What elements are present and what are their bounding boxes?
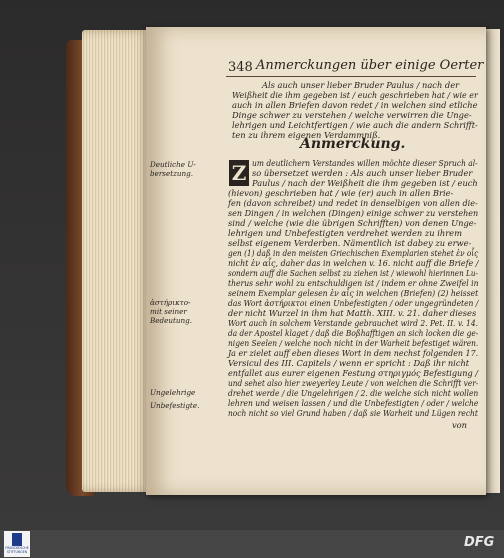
quote-line: lehrigen und Leichtfertigen / wie auch die andern Schrifft- xyxy=(232,120,478,130)
running-head: Anmerckungen über einige Oerter xyxy=(256,58,484,73)
page-number: 348 xyxy=(228,60,253,75)
body-line: lehren und weisen lassen / und die Unbefestigten / oder / welche xyxy=(228,398,479,408)
body-line: therus sehr wohl zu entschuldigen ist / indem er ohne Zweifel in xyxy=(228,278,479,288)
quote-line: auch in allen Briefen davon redet / in welchen sind etliche xyxy=(232,100,478,110)
viewer-footer xyxy=(0,530,504,558)
body-line: da der Apostel klaget / daß die Boßhafftigen an sich locken die ge- xyxy=(228,328,479,338)
header-rule xyxy=(226,76,476,77)
body-line: fen (davon schreibet) und redet in denselbigen von allen die- xyxy=(228,198,478,208)
margin-note: mit seiner xyxy=(150,307,187,316)
body-line: der nicht Wurzel in ihm hat Matth. XIII. v. 21. daher dieses xyxy=(228,308,477,318)
body-line: lehrigen und Unbefestigten verdrehet werden zu ihrem xyxy=(228,228,462,238)
body-line: das Wort ἀστήρικτοι einen Unbefestigten / oder ungegründeten / xyxy=(228,298,479,308)
francke-logo[interactable] xyxy=(4,531,30,557)
quote-line: Als auch unser lieber Bruder Paulus / nach der xyxy=(262,80,460,90)
body-line: noch nicht so viel Grund haben / daß sie Warheit und Lügen recht xyxy=(228,408,478,418)
body-line: so übersetzet werden : Als auch unser lieber Bruder xyxy=(252,168,473,178)
margin-note: Ungelehrige xyxy=(150,388,196,397)
section-heading: Anmerckung. xyxy=(300,136,406,152)
margin-note: Bedeutung. xyxy=(150,316,193,325)
margin-note: Unbefestigte. xyxy=(150,401,200,410)
body-line: sen Dingen / in welchen (Dingen) einige schwer zu verstehen xyxy=(228,208,479,218)
drop-cap: Z xyxy=(229,160,249,186)
page-edges xyxy=(82,30,150,492)
body-line: gen (1) daß in den meisten Griechischen Exemplarien stehet ἐν οἷς xyxy=(228,248,479,258)
body-line: nicht ἐν αἷς, daher das in welchen v. 16. nicht auff die Briefe / xyxy=(228,258,479,268)
margin-note: Deutliche U- xyxy=(150,160,196,169)
quote-line: Weißheit die ihm gegeben ist / euch geschrieben hat / wie er xyxy=(232,90,478,100)
quote-line: ten zu ihrem eigenen Verdammniß. xyxy=(232,130,381,140)
body-line: seinem Exemplar gelesen ἐν αἷς in welchen (Briefen) (2) heisset xyxy=(228,288,479,298)
body-line: sind / welche (wie die übrigen Schrifften) von denen Unge- xyxy=(228,218,477,228)
dfg-logo[interactable]: DFG xyxy=(464,535,495,550)
logo-text: FRANCKESCHE STIFTUNGEN xyxy=(5,546,29,554)
body-line: sondern auff die Sachen selbst zu ziehen ist / wiewohl hierinnen Lu- xyxy=(228,268,478,278)
body-line: Ja er zielet auff eben dieses Wort in dem nechst folgenden 17. xyxy=(228,348,479,358)
body-line: drehet werde / die Ungelehrigen / 2. die welche sich nicht wollen xyxy=(228,388,479,398)
body-line: nigen Seelen / welche noch nicht in der Warheit befestiget wären. xyxy=(228,338,479,348)
body-line: (hievon) geschrieben hat / wie (er) auch in allen Brie- xyxy=(228,188,454,198)
margin-note: bersetzung. xyxy=(150,169,194,178)
body-line: um deutlichern Verstandes willen möchte dieser Spruch al- xyxy=(252,158,478,168)
body-line: Paulus / nach der Weißheit die ihm gegeben ist / euch xyxy=(252,178,478,188)
body-line: Versicul des III. Capitels / wenn er spricht : Daß ihr nicht xyxy=(228,358,470,368)
catchword: von xyxy=(452,420,468,430)
body-line: Wort auch in solchem Verstande gebrauchet wird 2. Pet. II. v. 14. xyxy=(228,318,479,328)
body-line: und sehet also hier zweyerley Leute / von welchen die Schrifft ver- xyxy=(228,378,479,388)
quote-line: Dinge schwer zu verstehen / welche verwirren die Unge- xyxy=(232,110,472,120)
body-line: entfallet aus eurer eigenen Festung στηριγμός Befestigung / xyxy=(228,368,479,378)
right-page-sliver xyxy=(486,29,500,493)
logo-emblem-icon xyxy=(12,533,22,546)
margin-note: ἀστήρικτο- xyxy=(150,298,191,307)
body-line: selbst eigenem Verderben. Nämentlich ist dabey zu erwe- xyxy=(228,238,472,248)
